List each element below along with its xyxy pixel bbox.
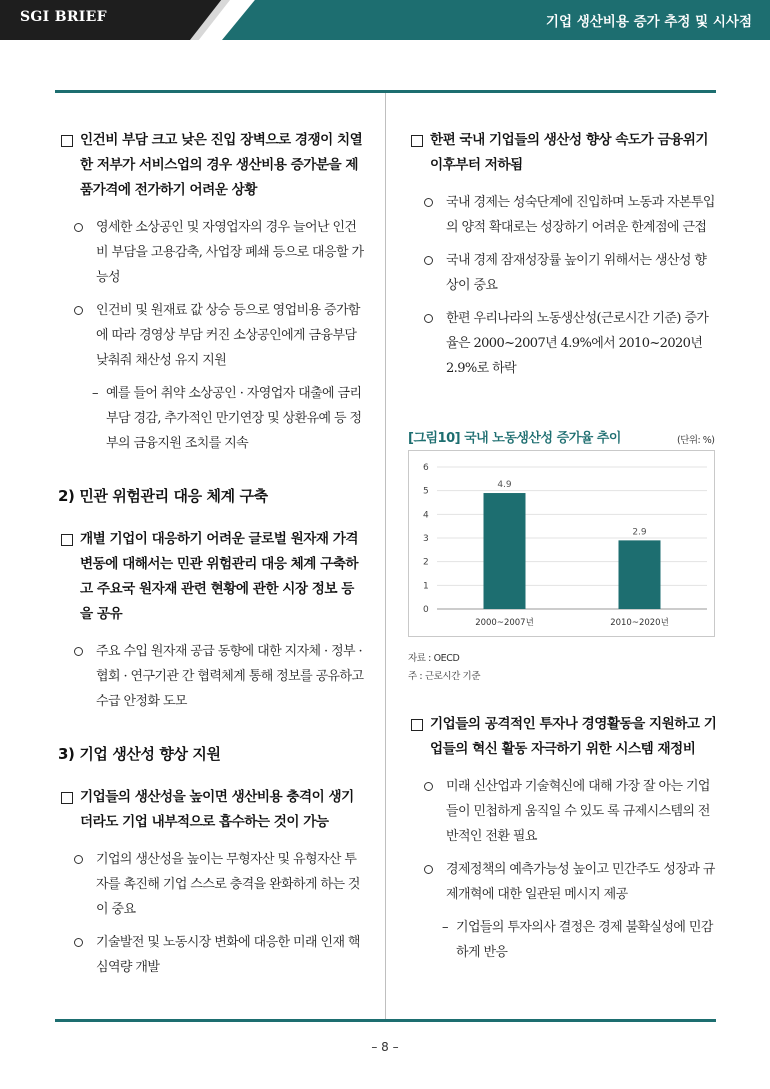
figure-title: [그림10] 국내 노동생산성 증가율 추이 (408, 431, 621, 446)
circle-bullet: 경제정책의 예측가능성 높이고 민간주도 성장과 규제개혁에 대한 일관된 메시지 제공 (408, 857, 718, 907)
y-tick-label: 3 (423, 534, 429, 544)
circle-bullet: 국내 경제 잠재성장률 높이기 위해서는 생산성 향상이 중요 (408, 248, 718, 298)
document-title: 기업 생산비용 증가 추정 및 시사점 (545, 14, 752, 30)
page-header (0, 0, 770, 40)
figure-source: 자료 : OECD (408, 653, 460, 664)
circle-bullet: 주요 수입 원자재 공급 동향에 대한 지자체 · 정부 · 협회 · 연구기관 간 협력체계 통해 정보를 공유하고 수급 안정화 도모 (58, 639, 366, 714)
y-tick-label: 0 (423, 605, 429, 615)
right-column-lower (408, 712, 718, 965)
y-tick-label: 5 (423, 486, 429, 497)
square-bullet: 한편 국내 기업들의 생산성 향상 속도가 금융위기 이후부터 저하됨 (408, 128, 718, 178)
circle-bullet: 한편 우리나라의 노동생산성(근로시간 기준) 증가율은 2000~2007년 4.9%에서 2010~2020년 2.9%로 하락 (408, 306, 718, 381)
circle-bullet: 국내 경제는 성숙단계에 진입하며 노동과 자본투입의 양적 확대로는 성장하기 어려운 한계점에 근접 (408, 190, 718, 240)
square-bullet: 인건비 부담 크고 낮은 진입 장벽으로 경쟁이 치열한 저부가 서비스업의 경우 생산비용 증가분을 제품가격에 전가하기 어려운 상황 (58, 128, 366, 203)
column-divider (385, 93, 386, 1019)
page-number: – 8 – (371, 1040, 399, 1054)
square-bullet: 기업들의 공격적인 투자나 경영활동을 지원하고 기업들의 혁신 활동 자극하기 위한 시스템 재정비 (408, 712, 718, 762)
square-bullet: 기업들의 생산성을 높이면 생산비용 충격이 생기더라도 기업 내부적으로 흡수하는 것이 가능 (58, 785, 366, 835)
circle-bullet: 영세한 소상공인 및 자영업자의 경우 늘어난 인건비 부담을 고용감축, 사업장 폐쇄 등으로 대응할 가능성 (58, 215, 366, 290)
bar (619, 540, 661, 609)
brand-name: SGI BRIEF (20, 9, 107, 25)
x-tick-label: 2010~2020년 (610, 618, 669, 628)
section-heading: 3) 기업 생산성 향상 지원 (58, 745, 221, 763)
chart-svg (409, 451, 716, 638)
circle-bullet: 기술발전 및 노동시장 변화에 대응한 미래 인재 핵심역량 개발 (58, 930, 366, 980)
left-column (58, 128, 366, 980)
data-label: 4.9 (497, 480, 512, 491)
bar-chart (408, 450, 715, 637)
dash-bullet: – 예를 들어 취약 소상공인 · 자영업자 대출에 금리부담 경감, 추가적인 만기연장 및 상환유예 등 정부의 금융지원 조치를 지속 (58, 381, 366, 456)
y-tick-label: 2 (423, 557, 429, 568)
circle-bullet: 미래 신산업과 기술혁신에 대해 가장 잘 아는 기업들이 민첩하게 움직일 수 있도 록 규제시스템의 전반적인 전환 필요 (408, 774, 718, 849)
square-bullet: 개별 기업이 대응하기 어려운 글로벌 원자재 가격변동에 대해서는 민관 위험관리 대응 체계 구축하고 주요국 원자재 관련 현황에 관한 시장 정보 등을 공유 (58, 527, 366, 627)
section-heading: 2) 민관 위험관리 대응 체계 구축 (58, 487, 268, 505)
figure-unit: (단위: %) (677, 435, 715, 446)
y-tick-label: 4 (423, 510, 429, 521)
y-tick-label: 6 (423, 463, 429, 473)
bar (484, 493, 526, 609)
right-column (408, 128, 718, 381)
data-label: 2.9 (632, 527, 647, 538)
circle-bullet: 기업의 생산성을 높이는 무형자산 및 유형자산 투자를 촉진해 기업 스스로 충격을 완화하게 하는 것이 중요 (58, 847, 366, 922)
figure-note: 주 : 근로시간 기준 (408, 671, 481, 682)
x-tick-label: 2000~2007년 (475, 618, 534, 628)
circle-bullet: 인건비 및 원재료 값 상승 등으로 영업비용 증가함에 따라 경영상 부담 커진 소상공인에게 금융부담 낮춰줘 채산성 유지 지원 (58, 298, 366, 373)
dash-bullet: – 기업들의 투자의사 결정은 경제 불확실성에 민감하게 반응 (408, 915, 718, 965)
bottom-rule (55, 1019, 716, 1022)
y-tick-label: 1 (423, 581, 429, 592)
